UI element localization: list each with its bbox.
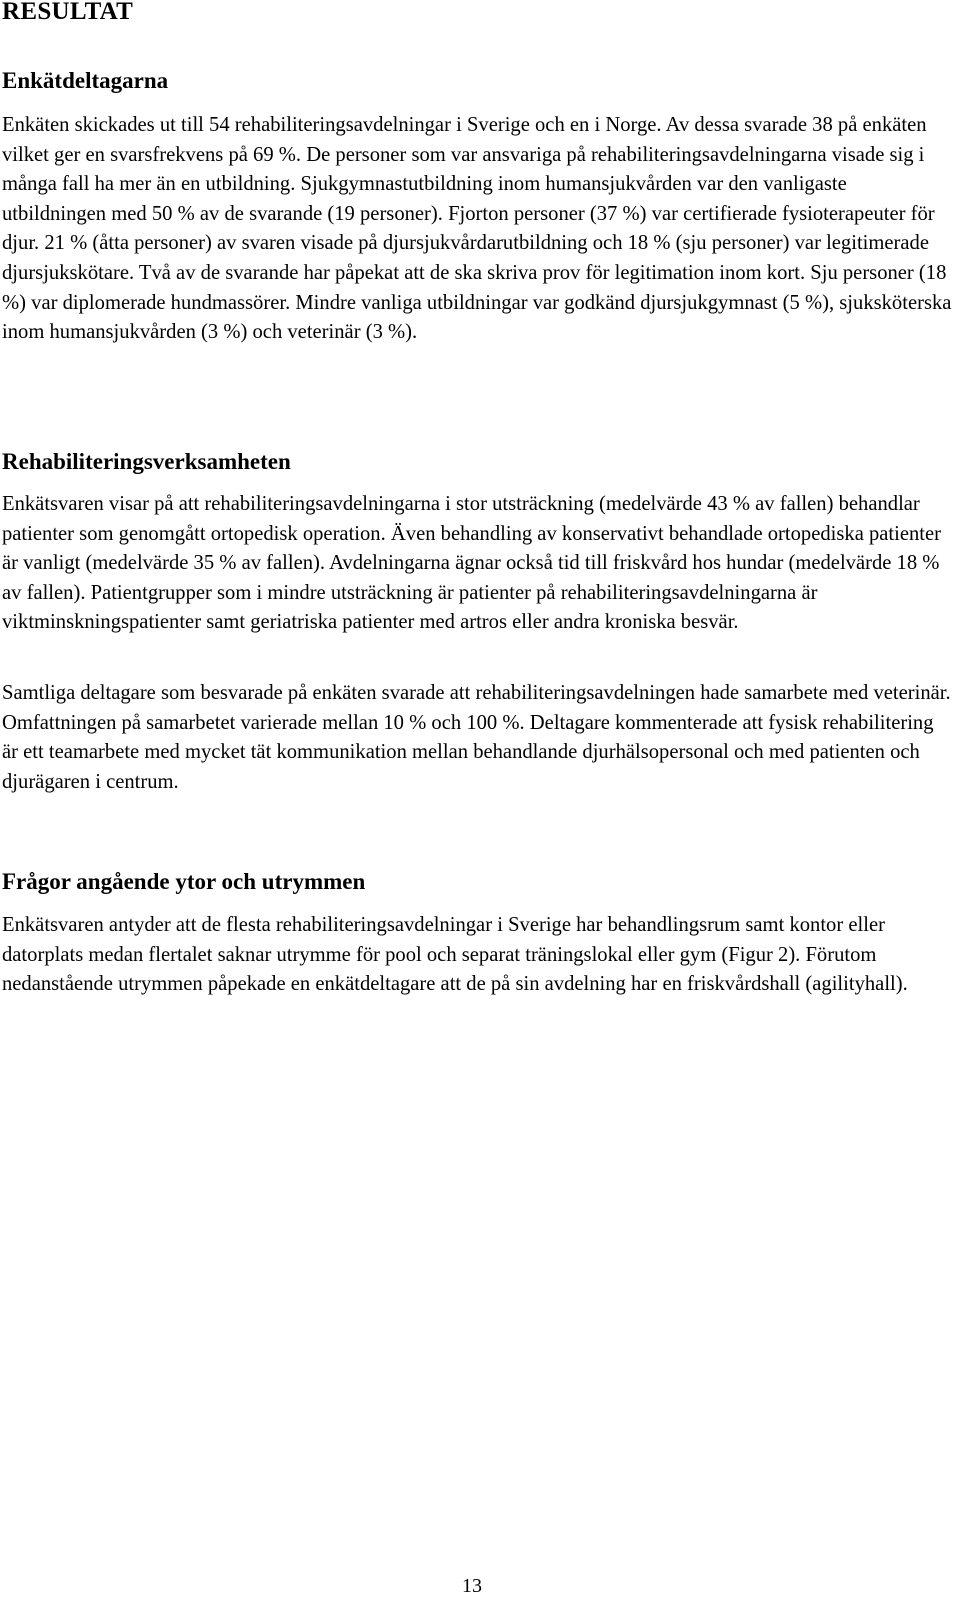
section-heading-rehabiliteringsverksamheten: Rehabiliteringsverksamheten: [2, 449, 291, 474]
paragraph-fragor-ytor-utrymmen: Enkätsvaren antyder att de flesta rehabiliteringsavdelningar i Sverige har behandlingsrum samt kontor eller datorplats medan flertalet saknar utrymme för pool och separat träningslokal eller gym (Figur 2). Förutom nedanstående utrymmen påpekade en enkätdeltagare att de på sin avdelning har en friskvårdshall (agilityhall).: [2, 914, 908, 996]
document-title: RESULTAT: [2, 0, 134, 25]
section-heading-enkatdeltagarna: Enkätdeltagarna: [2, 68, 169, 93]
paragraph-enkatdeltagarna: Enkäten skickades ut till 54 rehabiliteringsavdelningar i Sverige och en i Norge. Av dessa svarade 38 på enkäten vilket ger en svarsfrekvens på 69 %. De personer som var ansvariga på rehabiliteringsavdelningarna visade sig i många fall ha mer än en utbildning. Sjukgymnastutbildning inom humansjukvården var den vanligaste utbildningen med 50 % av de svarande (19 personer). Fjorton personer (37 %) var certifierade fysioterapeuter för djur. 21 % (åtta personer) av svaren visade på djursjukvårdarutbildning och 18 % (sju personer) var legitimerade djursjukskötare. Två av de svarande har påpekat att de ska skriva prov för legitimation inom kort. Sju personer (18 %) var diplomerade hundmassörer. Mindre vanliga utbildningar var godkänd djursjukgymnast (5 %), sjuksköterska inom humansjukvården (3 %) och veterinär (3 %).: [2, 114, 952, 344]
page-number: 13: [462, 1575, 482, 1597]
paragraph-rehabiliteringsverksamheten-1: Enkätsvaren visar på att rehabiliteringsavdelningarna i stor utsträckning (medelvärde 43 % av fallen) behandlar patienter som genomgått ortopedisk operation. Även behandling av konservativt behandlade ortopediska patienter är vanligt (medelvärde 35 % av fallen). Avdelningarna ägnar också tid till friskvård hos hundar (medelvärde 18 % av fallen). Patientgrupper som i mindre utsträckning är patienter på rehabiliteringsavdelningarna är viktminskningspatienter samt geriatriska patienter med artros eller andra kroniska besvär.: [2, 493, 942, 634]
paragraph-rehabiliteringsverksamheten-2: Samtliga deltagare som besvarade på enkäten svarade att rehabiliteringsavdelningen hade samarbete med veterinär. Omfattningen på samarbetet varierade mellan 10 % och 100 %. Deltagare kommenterade att fysisk rehabilitering är ett teamarbete med mycket tät kommunikation mellan behandlande djurhälsopersonal och med patienten och djurägaren i centrum.: [2, 682, 951, 793]
section-heading-fragor-ytor-utrymmen: Frågor angående ytor och utrymmen: [2, 869, 366, 894]
